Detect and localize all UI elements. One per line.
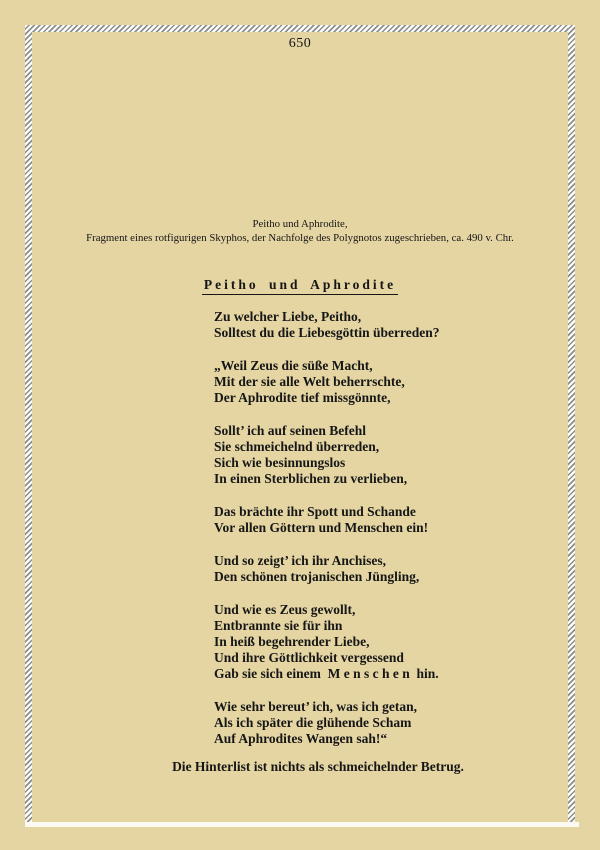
poem-closing-line: Die Hinterlist ist nichts als schmeichelnder Betrug. [172,759,464,774]
poem-line: Zu welcher Liebe, Peitho, [214,309,362,324]
poem-stanza [214,504,580,536]
poem-line: Mit der sie alle Welt beherrschte, [214,374,405,389]
poem-line: Und so zeigt’ ich ihr Anchises, [214,553,387,568]
poem-stanza [214,602,580,682]
poem-stanza [214,423,580,487]
poem-line: Als ich später die glühende Scham [214,715,412,730]
caption-line-1: Peitho und Aphrodite, [252,218,348,230]
poem-heading [0,276,600,295]
page-number: 650 [288,36,312,51]
poem-line: Gab sie sich einem M e n s c h e n hin. [214,666,439,681]
poem-line: Sollt’ ich auf seinen Befehl [214,423,367,438]
poem-title: Peitho und Aphrodite [202,277,398,295]
poem-stanzas [214,309,580,764]
poem-line: Und ihre Göttlichkeit vergessend [214,650,404,665]
poem-line: Solltest du die Liebesgöttin überreden? [214,325,440,340]
poem-line: Und wie es Zeus gewollt, [214,602,356,617]
poem-stanza [214,358,580,406]
poem-line: Den schönen trojanischen Jüngling, [214,569,420,584]
caption-line-2: Fragment eines rotfigurigen Skyphos, der Nachfolge des Polygnotos zugeschrieben, ca. 490 v. Chr. [86,231,514,244]
poem-line: Entbrannte sie für ihn [214,618,343,633]
poem-line: Sie schmeichelnd überreden, [214,439,380,454]
poem-stanza [214,699,580,747]
poem-stanza [214,309,580,341]
poem-line: „Weil Zeus die süße Macht, [214,358,373,373]
poem-line: Vor allen Göttern und Menschen ein! [214,520,429,535]
poem-line: Das brächte ihr Spott und Schande [214,504,416,519]
frame-left-edge [25,25,32,822]
poem-line: Sich wie besinnungslos [214,455,346,470]
frame-bottom-edge [25,822,579,827]
poem-stanza [214,553,580,585]
poem-line: In heiß begehrender Liebe, [214,634,370,649]
poem-line: Wie sehr bereut’ ich, was ich getan, [214,699,417,714]
poem-line: Auf Aphrodites Wangen sah!“ [214,731,388,746]
frame-top-edge [25,25,575,32]
poem-line: Der Aphrodite tief missgönnte, [214,390,391,405]
poem-line: In einen Sterblichen zu verlieben, [214,471,408,486]
image-caption [0,218,600,245]
